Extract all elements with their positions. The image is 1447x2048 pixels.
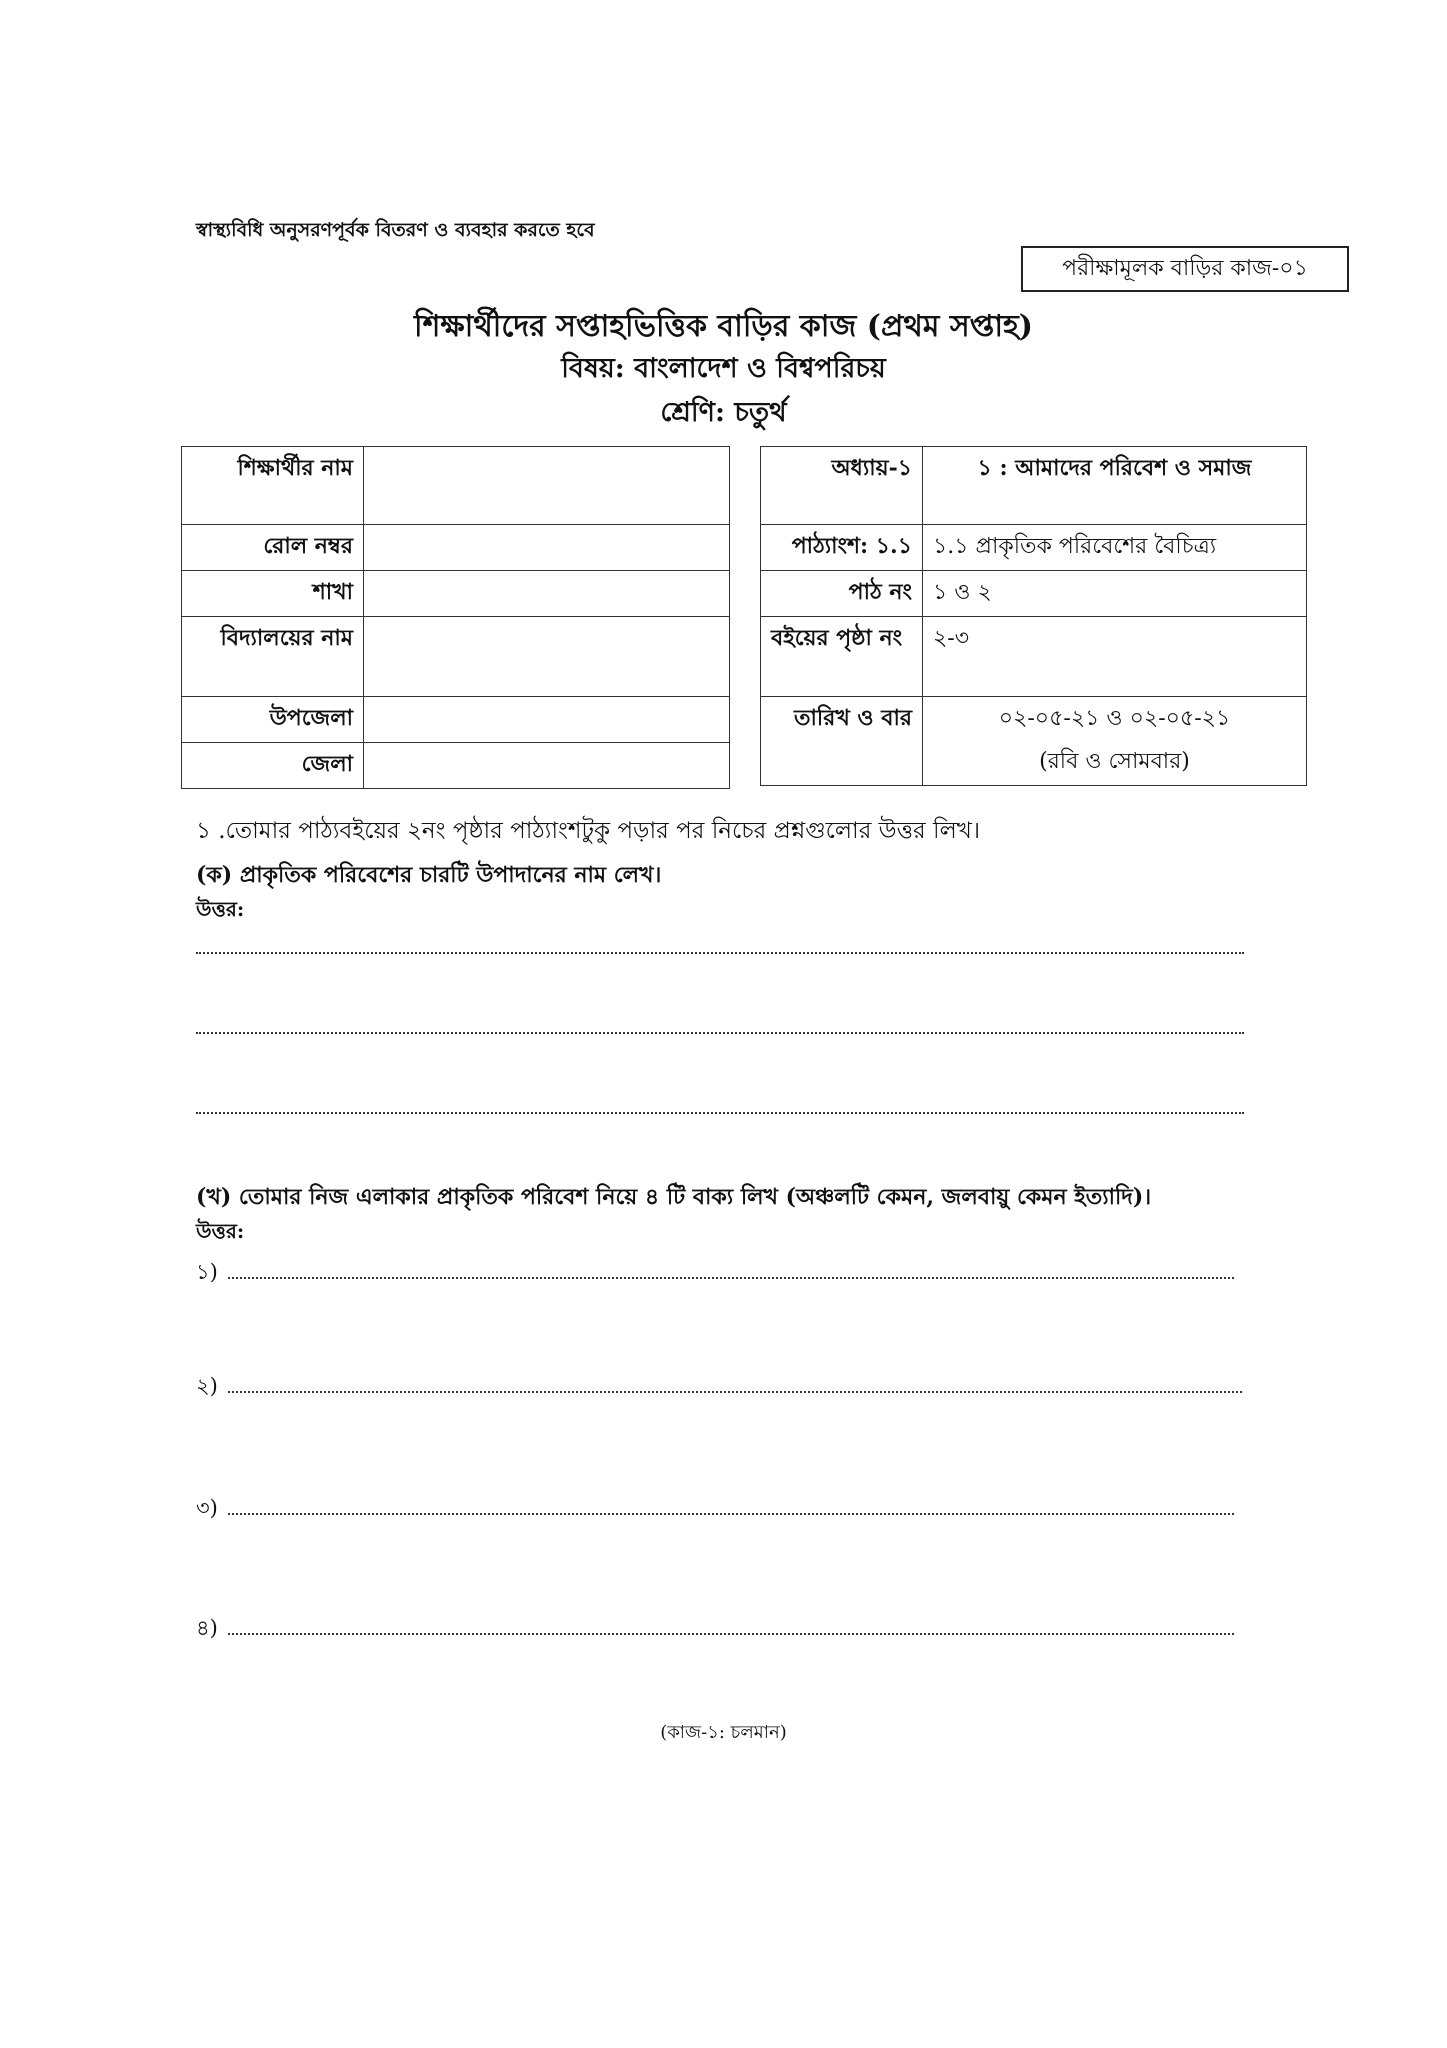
- section-label: শাখা: [182, 571, 364, 617]
- page-title: শিক্ষার্থীদের সপ্তাহভিত্তিক বাড়ির কাজ (প্রথম সপ্তাহ): [413, 309, 1033, 344]
- student-name-field[interactable]: [364, 447, 730, 525]
- book-page-label: বইয়ের পৃষ্ঠা নং: [761, 617, 923, 697]
- subject-heading: বিষয়: বাংলাদেশ ও বিশ্বপরিচয়: [561, 353, 886, 384]
- line-number: ২): [196, 1374, 218, 1398]
- hygiene-notice: স্বাস্থ্যবিধি অনুসরণপূর্বক বিতরণ ও ব্যবহার করতে হবে: [196, 219, 595, 241]
- dotted-line: [228, 1391, 1242, 1393]
- answer-line-a-1[interactable]: [196, 952, 1244, 954]
- date-day-label: তারিখ ও বার: [761, 697, 923, 786]
- school-name-field[interactable]: [364, 617, 730, 697]
- lesson-info-table: [760, 446, 1307, 786]
- class-heading: শ্রেণি: চতুর্থ: [660, 397, 787, 428]
- district-label: জেলা: [182, 743, 364, 789]
- roll-number-label: রোল নম্বর: [182, 525, 364, 571]
- answer-label-b: উত্তর:: [196, 1219, 245, 1243]
- answer-line-b-3[interactable]: [196, 1492, 1234, 1527]
- upazila-field[interactable]: [364, 697, 730, 743]
- student-info-table: [181, 446, 730, 789]
- date-value: ০২-০৫-২১ ও ০২-০৫-২১: [998, 706, 1231, 731]
- section-field[interactable]: [364, 571, 730, 617]
- line-number: ৩): [196, 1496, 218, 1520]
- answer-line-a-2[interactable]: [196, 1032, 1244, 1034]
- book-page-value: ২-৩: [923, 617, 1307, 697]
- dotted-line: [228, 1513, 1234, 1515]
- dotted-line: [228, 1633, 1234, 1635]
- lesson-section-value: ১.১ প্রাকৃতিক পরিবেশের বৈচিত্র্য: [923, 525, 1307, 571]
- question-b: (খ) তোমার নিজ এলাকার প্রাকৃতিক পরিবেশ নিয়ে ৪ টি বাক্য লিখ (অঞ্চলটি কেমন, জলবায়ু কেমন ইত্যাদি)।: [196, 1184, 1152, 1210]
- question-a: (ক) প্রাকৃতিক পরিবেশের চারটি উপাদানের নাম লেখ।: [196, 862, 662, 888]
- roll-number-field[interactable]: [364, 525, 730, 571]
- answer-line-b-4[interactable]: [196, 1612, 1234, 1647]
- school-name-label: বিদ্যালয়ের নাম: [182, 617, 364, 697]
- line-number: ১): [196, 1260, 218, 1284]
- answer-line-b-2[interactable]: [196, 1370, 1242, 1405]
- document-label-box: পরীক্ষামূলক বাড়ির কাজ-০১: [1021, 246, 1349, 292]
- question-intro: ১ .তোমার পাঠ্যবইয়ের ২নং পৃষ্ঠার পাঠ্যাংশটুকু পড়ার পর নিচের প্রশ্নগুলোর উত্তর লিখ।: [196, 818, 981, 844]
- student-name-label: শিক্ষার্থীর নাম: [182, 447, 364, 525]
- lesson-section-label: পাঠ্যাংশ: ১.১: [761, 525, 923, 571]
- lesson-number-label: পাঠ নং: [761, 571, 923, 617]
- dotted-line: [228, 1277, 1234, 1279]
- day-value: (রবি ও সোমবার): [1039, 749, 1190, 774]
- upazila-label: উপজেলা: [182, 697, 364, 743]
- line-number: ৪): [196, 1616, 218, 1640]
- chapter-label: অধ্যায়-১: [761, 447, 923, 525]
- footer-note: (কাজ-১: চলমান): [660, 1722, 787, 1743]
- answer-line-b-1[interactable]: [196, 1256, 1234, 1291]
- chapter-value: ১ : আমাদের পরিবেশ ও সমাজ: [923, 447, 1307, 525]
- district-field[interactable]: [364, 743, 730, 789]
- answer-label-a: উত্তর:: [196, 897, 245, 921]
- answer-line-a-3[interactable]: [196, 1112, 1244, 1114]
- lesson-number-value: ১ ও ২: [923, 571, 1307, 617]
- date-day-cell: [923, 697, 1307, 786]
